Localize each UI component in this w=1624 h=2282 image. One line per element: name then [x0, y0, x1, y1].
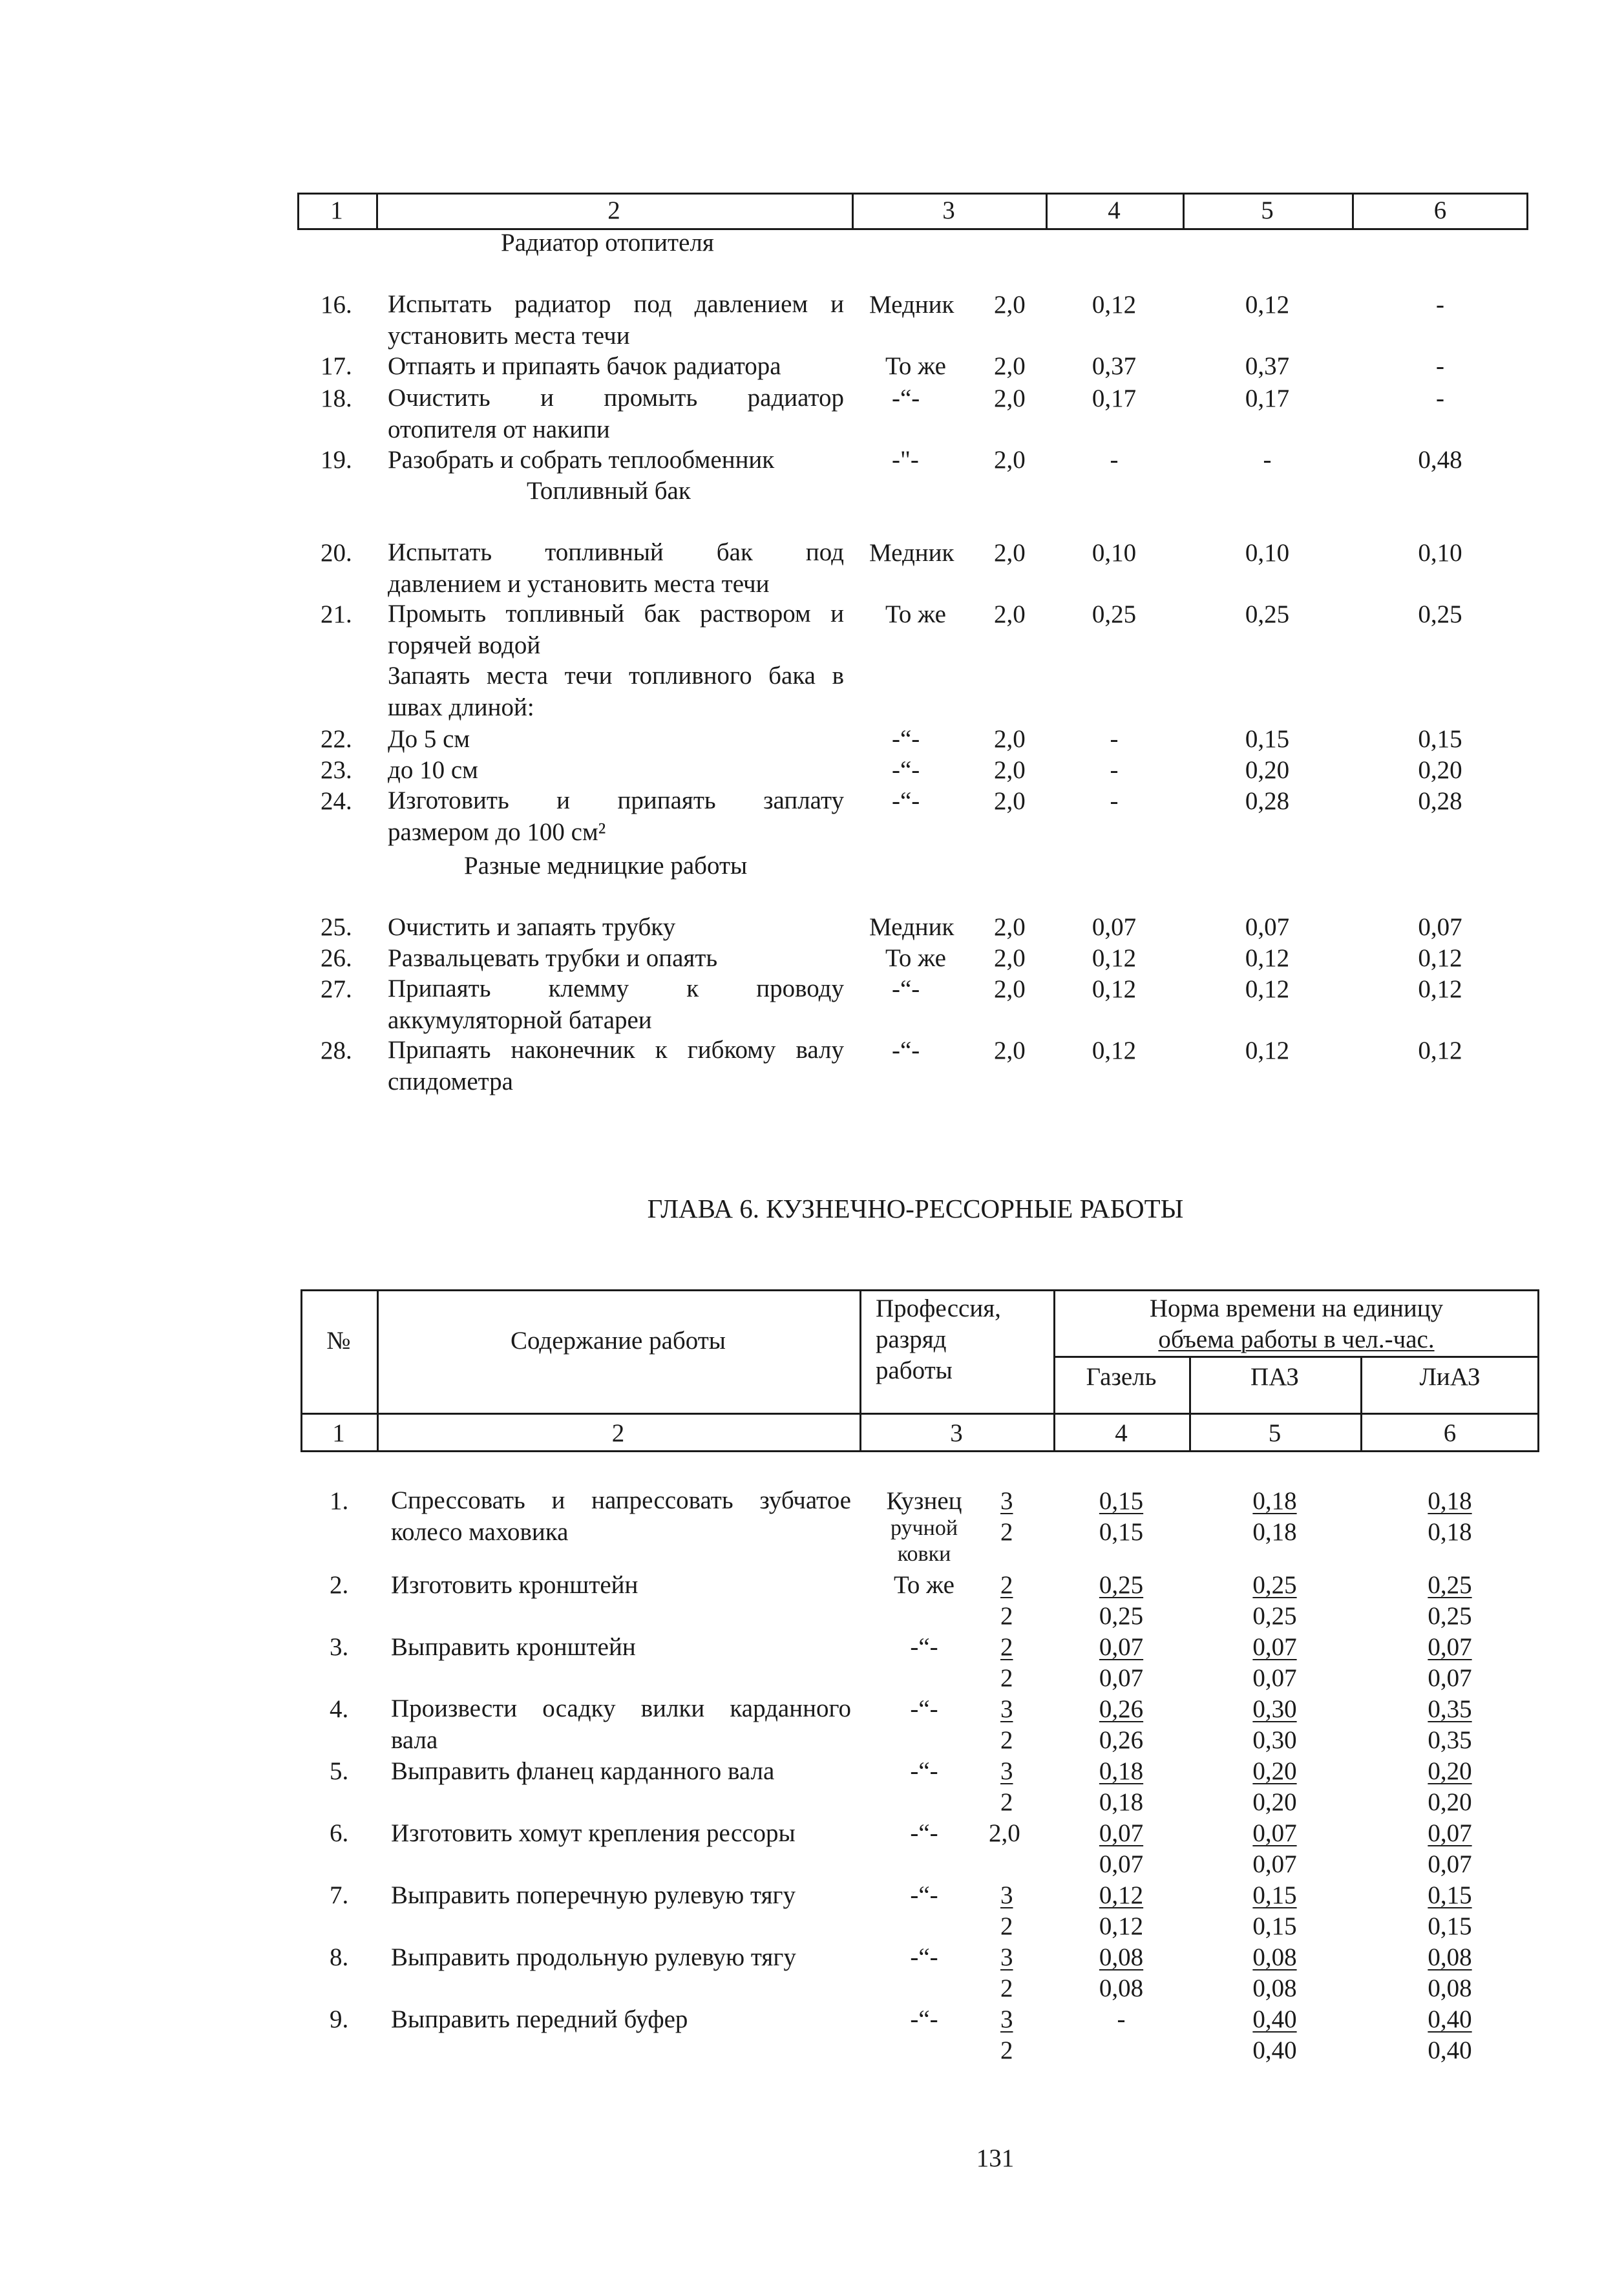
b-row-2-c4-a: 0,25: [1099, 1571, 1144, 1599]
b-row-5-c4-a: 0,18: [1099, 1757, 1144, 1785]
row-28-c6: 0,12: [1418, 1037, 1462, 1064]
row-28-c4: 0,12: [1091, 1037, 1137, 1064]
row-18-text-2: отопителя от накипи: [388, 416, 610, 443]
row-25-num: 25.: [321, 913, 352, 941]
row-23-c6: 0,20: [1418, 756, 1462, 784]
b-row-2-prof: То же: [894, 1571, 954, 1599]
row-24-text-2: размером до 100 см²: [388, 818, 606, 846]
section-title-radiator: Радиатор отопителя: [501, 229, 714, 257]
b-row-4-c5-a: 0,30: [1252, 1695, 1297, 1723]
b-row-7-text: Выправить поперечную рулевую тягу: [391, 1881, 796, 1909]
b-row-5-c6-a: 0,20: [1428, 1757, 1472, 1785]
row-21-grade: 2,0: [994, 600, 1026, 628]
b-row-3-text: Выправить кронштейн: [391, 1633, 636, 1661]
b-row-7-num: 7.: [330, 1881, 349, 1909]
row-20-c4: 0,10: [1091, 539, 1137, 567]
row-24-num: 24.: [321, 787, 352, 815]
b-row-1-prof-3: ковки: [897, 1542, 951, 1566]
b-row-5-c5-b: 0,20: [1252, 1788, 1297, 1816]
b-row-8-text: Выправить продольную рулевую тягу: [391, 1943, 796, 1971]
row-26-grade: 2,0: [994, 944, 1026, 972]
row-25-c5: 0,07: [1245, 913, 1290, 941]
row-16-text-2: установить места течи: [388, 322, 630, 350]
b-row-2-grade-b: 2: [1000, 1602, 1013, 1630]
b-row-3-c5-b: 0,07: [1252, 1664, 1297, 1692]
b-row-7-c6-b: 0,15: [1428, 1912, 1472, 1940]
row-24-c6: 0,28: [1418, 787, 1462, 815]
section-title-fuel-tank: Топливный бак: [527, 477, 691, 505]
b-row-1-c4-b: 0,15: [1099, 1518, 1144, 1546]
row-23-text: до 10 см: [388, 756, 478, 784]
b-row-4-num: 4.: [330, 1695, 349, 1723]
bottom-colnum-1: 1: [332, 1419, 345, 1447]
b-row-6-num: 6.: [330, 1819, 349, 1847]
row-24-c4: -: [1110, 787, 1119, 815]
row-20-c6: 0,10: [1418, 539, 1462, 567]
b-row-9-c4-a: -: [1117, 2005, 1126, 2033]
row-17-c4: 0,37: [1091, 352, 1137, 380]
bottom-colnum-2: 2: [611, 1419, 625, 1447]
top-colnum-3: 3: [942, 196, 955, 224]
b-row-3-prof: -“-: [910, 1633, 938, 1661]
b-row-9-c6-a: 0,40: [1428, 2005, 1472, 2033]
b-row-7-c5-b: 0,15: [1252, 1912, 1297, 1940]
b-row-1-c5-b: 0,18: [1252, 1518, 1297, 1546]
row-21-num: 21.: [321, 600, 352, 628]
row-18-grade: 2,0: [994, 385, 1026, 412]
b-row-5-c5-a: 0,20: [1252, 1757, 1297, 1785]
row-17-num: 17.: [321, 352, 352, 380]
fuel-tank-subheading: Запаять места течи топливного бака в: [388, 662, 844, 690]
row-23-num: 23.: [321, 756, 352, 784]
row-27-text: Припаять клемму к проводу: [388, 975, 844, 1002]
b-row-4-text-2: вала: [391, 1726, 438, 1754]
b-row-8-c5-b: 0,08: [1252, 1974, 1297, 2002]
row-26-c5: 0,12: [1245, 944, 1290, 972]
header-norm-2: объема работы в чел.-час.: [1158, 1326, 1435, 1353]
b-row-4-c5-b: 0,30: [1252, 1726, 1297, 1754]
row-27-grade: 2,0: [994, 975, 1026, 1003]
b-row-2-c6-a: 0,25: [1428, 1571, 1472, 1599]
row-25-grade: 2,0: [994, 913, 1026, 941]
b-row-8-num: 8.: [330, 1943, 349, 1971]
b-row-6-c5-a: 0,07: [1252, 1819, 1297, 1847]
row-17-text: Отпаять и припаять бачок радиатора: [388, 352, 781, 380]
b-row-6-grade-a: 2,0: [989, 1819, 1020, 1847]
b-row-5-num: 5.: [330, 1757, 349, 1785]
row-17-c5: 0,37: [1245, 352, 1290, 380]
page-number: 131: [976, 2144, 1015, 2172]
b-row-8-grade-b: 2: [1000, 1974, 1013, 2002]
b-row-9-num: 9.: [330, 2005, 349, 2033]
b-row-4-c6-b: 0,35: [1428, 1726, 1472, 1754]
row-18-num: 18.: [321, 385, 352, 412]
row-22-c6: 0,15: [1418, 725, 1462, 753]
row-16-c4: 0,12: [1091, 291, 1137, 319]
b-row-7-grade-b: 2: [1000, 1912, 1013, 1940]
row-28-prof: -“-: [892, 1037, 920, 1064]
b-row-7-c4-a: 0,12: [1099, 1881, 1144, 1909]
b-row-3-grade-b: 2: [1000, 1664, 1013, 1692]
row-22-prof: -“-: [892, 725, 920, 753]
top-colnum-2: 2: [607, 196, 620, 224]
b-row-4-prof: -“-: [910, 1695, 938, 1723]
b-row-8-prof: -“-: [910, 1943, 938, 1971]
row-19-prof: -"-: [892, 446, 919, 474]
row-26-c4: 0,12: [1091, 944, 1137, 972]
row-19-text: Разобрать и собрать теплообменник: [388, 446, 775, 474]
row-25-text: Очистить и запаять трубку: [388, 913, 676, 941]
row-18-c6: -: [1436, 385, 1444, 412]
row-17-prof: То же: [885, 352, 946, 380]
b-row-9-text: Выправить передний буфер: [391, 2005, 688, 2033]
row-23-c5: 0,20: [1245, 756, 1290, 784]
row-20-prof: Медник: [869, 539, 954, 567]
header-profession-1: Профессия,: [876, 1294, 1001, 1322]
b-row-4-c4-b: 0,26: [1099, 1726, 1144, 1754]
section-title-misc: Разные медницкие работы: [464, 852, 748, 880]
header-liaz: ЛиАЗ: [1419, 1363, 1481, 1391]
row-22-text: До 5 см: [388, 725, 470, 753]
row-24-c5: 0,28: [1245, 787, 1290, 815]
row-17-grade: 2,0: [994, 352, 1026, 380]
b-row-6-c6-b: 0,07: [1428, 1850, 1472, 1878]
b-row-5-c4-b: 0,18: [1099, 1788, 1144, 1816]
row-23-c4: -: [1110, 756, 1119, 784]
b-row-3-grade-a: 2: [1000, 1633, 1013, 1661]
b-row-6-c6-a: 0,07: [1428, 1819, 1472, 1847]
b-row-9-prof: -“-: [910, 2005, 938, 2033]
b-row-5-grade-a: 3: [1000, 1757, 1013, 1785]
header-profession-3: работы: [876, 1357, 953, 1384]
header-profession-2: разряд: [876, 1326, 947, 1353]
row-16-text: Испытать радиатор под давлением и: [388, 290, 844, 318]
b-row-8-c6-a: 0,08: [1428, 1943, 1472, 1971]
b-row-6-text: Изготовить хомут крепления рессоры: [391, 1819, 796, 1847]
b-row-7-c5-a: 0,15: [1252, 1881, 1297, 1909]
b-row-5-grade-b: 2: [1000, 1788, 1013, 1816]
row-28-text-2: спидометра: [388, 1068, 513, 1095]
b-row-2-c4-b: 0,25: [1099, 1602, 1144, 1630]
row-19-c4: -: [1110, 446, 1119, 474]
b-row-9-c5-b: 0,40: [1252, 2036, 1297, 2064]
b-row-3-c5-a: 0,07: [1252, 1633, 1297, 1661]
b-row-2-text: Изготовить кронштейн: [391, 1571, 638, 1599]
row-20-num: 20.: [321, 539, 352, 567]
row-18-text: Очистить и промыть радиатор: [388, 384, 844, 412]
chapter-title: ГЛАВА 6. КУЗНЕЧНО-РЕССОРНЫЕ РАБОТЫ: [647, 1194, 1184, 1223]
b-row-1-c6-b: 0,18: [1428, 1518, 1472, 1546]
b-row-5-prof: -“-: [910, 1757, 938, 1785]
row-27-c4: 0,12: [1091, 975, 1137, 1003]
row-19-c6: 0,48: [1418, 446, 1462, 474]
row-27-prof: -“-: [892, 975, 920, 1003]
row-28-text: Припаять наконечник к гибкому валу: [388, 1036, 844, 1064]
b-row-5-text: Выправить фланец карданного вала: [391, 1757, 775, 1785]
b-row-2-c6-b: 0,25: [1428, 1602, 1472, 1630]
b-row-8-c4-b: 0,08: [1099, 1974, 1144, 2002]
row-22-num: 22.: [321, 725, 352, 753]
row-20-grade: 2,0: [994, 539, 1026, 567]
header-gazel: Газель: [1086, 1363, 1157, 1391]
row-26-prof: То же: [885, 944, 946, 972]
header-norm-1: Норма времени на единицу: [1149, 1294, 1444, 1322]
row-25-c6: 0,07: [1418, 913, 1462, 941]
row-20-c5: 0,10: [1245, 539, 1290, 567]
row-19-num: 19.: [321, 446, 352, 474]
b-row-6-c4-a: 0,07: [1099, 1819, 1144, 1847]
row-21-c6: 0,25: [1418, 600, 1462, 628]
b-row-7-grade-a: 3: [1000, 1881, 1013, 1909]
b-row-2-c5-a: 0,25: [1252, 1571, 1297, 1599]
b-row-9-grade-b: 2: [1000, 2036, 1013, 2064]
top-colnum-4: 4: [1108, 196, 1121, 224]
b-row-7-prof: -“-: [910, 1881, 938, 1909]
row-24-text: Изготовить и припаять заплату: [388, 787, 844, 814]
bottom-colnum-3: 3: [950, 1419, 963, 1447]
b-row-1-text: Спрессовать и напрессовать зубчатое: [391, 1486, 851, 1514]
row-21-c5: 0,25: [1245, 600, 1290, 628]
b-row-2-grade-a: 2: [1000, 1571, 1013, 1599]
b-row-1-text-2: колесо маховика: [391, 1518, 569, 1546]
row-24-prof: -“-: [892, 787, 920, 815]
row-16-c6: -: [1436, 291, 1444, 319]
b-row-2-num: 2.: [330, 1571, 349, 1599]
b-row-4-grade-b: 2: [1000, 1726, 1013, 1754]
row-27-num: 27.: [321, 975, 352, 1003]
row-16-c5: 0,12: [1245, 291, 1290, 319]
row-21-prof: То же: [885, 600, 946, 628]
b-row-1-prof-2: ручной: [890, 1516, 958, 1540]
row-26-c6: 0,12: [1418, 944, 1462, 972]
b-row-4-c4-a: 0,26: [1099, 1695, 1144, 1723]
b-row-5-c6-b: 0,20: [1428, 1788, 1472, 1816]
top-colnum-6: 6: [1433, 196, 1447, 224]
row-28-num: 28.: [321, 1037, 352, 1064]
row-18-prof: -“-: [892, 385, 920, 412]
row-26-num: 26.: [321, 944, 352, 972]
row-23-prof: -“-: [892, 756, 920, 784]
row-19-grade: 2,0: [994, 446, 1026, 474]
row-27-text-2: аккумуляторной батареи: [388, 1006, 652, 1034]
b-row-1-num: 1.: [330, 1487, 349, 1515]
b-row-8-c6-b: 0,08: [1428, 1974, 1472, 2002]
b-row-1-c5-a: 0,18: [1252, 1487, 1297, 1515]
b-row-3-c4-a: 0,07: [1099, 1633, 1144, 1661]
b-row-1-c6-a: 0,18: [1428, 1487, 1472, 1515]
bottom-colnum-6: 6: [1443, 1419, 1457, 1447]
b-row-8-c5-a: 0,08: [1252, 1943, 1297, 1971]
b-row-9-grade-a: 3: [1000, 2005, 1013, 2033]
row-20-text: Испытать топливный бак под: [388, 538, 844, 566]
b-row-4-c6-a: 0,35: [1428, 1695, 1472, 1723]
row-21-text: Промыть топливный бак раствором и: [388, 600, 844, 628]
header-content: Содержание работы: [511, 1327, 726, 1355]
b-row-3-c6-a: 0,07: [1428, 1633, 1472, 1661]
b-row-8-c4-a: 0,08: [1099, 1943, 1144, 1971]
b-row-7-c4-b: 0,12: [1099, 1912, 1144, 1940]
row-20-text-2: давлением и установить места течи: [388, 570, 770, 598]
b-row-1-grade-b: 2: [1000, 1518, 1013, 1546]
row-18-c5: 0,17: [1245, 385, 1290, 412]
b-row-1-grade-a: 3: [1000, 1487, 1013, 1515]
top-colnum-5: 5: [1261, 196, 1274, 224]
bottom-colnum-5: 5: [1268, 1419, 1281, 1447]
b-row-8-grade-a: 3: [1000, 1943, 1013, 1971]
b-row-6-c4-b: 0,07: [1099, 1850, 1144, 1878]
row-27-c6: 0,12: [1418, 975, 1462, 1003]
b-row-1-prof-1: Кузнец: [886, 1487, 962, 1515]
row-25-prof: Медник: [869, 913, 954, 941]
row-24-grade: 2,0: [994, 787, 1026, 815]
row-16-prof: Медник: [869, 291, 954, 319]
header-num: №: [326, 1327, 351, 1355]
row-28-c5: 0,12: [1245, 1037, 1290, 1064]
row-26-text: Развальцевать трубки и опаять: [388, 944, 718, 972]
row-27-c5: 0,12: [1245, 975, 1290, 1003]
b-row-3-c6-b: 0,07: [1428, 1664, 1472, 1692]
row-16-num: 16.: [321, 291, 352, 319]
row-17-c6: -: [1436, 352, 1444, 380]
header-paz: ПАЗ: [1250, 1363, 1299, 1391]
b-row-6-prof: -“-: [910, 1819, 938, 1847]
b-row-3-c4-b: 0,07: [1099, 1664, 1144, 1692]
row-22-c4: -: [1110, 725, 1119, 753]
bottom-colnum-4: 4: [1115, 1419, 1128, 1447]
row-25-c4: 0,07: [1091, 913, 1137, 941]
b-row-9-c5-a: 0,40: [1252, 2005, 1297, 2033]
row-21-text-2: горячей водой: [388, 631, 541, 659]
b-row-3-num: 3.: [330, 1633, 349, 1661]
b-row-2-c5-b: 0,25: [1252, 1602, 1297, 1630]
row-16-grade: 2,0: [994, 291, 1026, 319]
row-28-grade: 2,0: [994, 1037, 1026, 1064]
b-row-7-c6-a: 0,15: [1428, 1881, 1472, 1909]
b-row-9-c6-b: 0,40: [1428, 2036, 1472, 2064]
row-22-c5: 0,15: [1245, 725, 1290, 753]
row-19-c5: -: [1263, 446, 1272, 474]
top-colnum-1: 1: [330, 196, 343, 224]
row-22-grade: 2,0: [994, 725, 1026, 753]
b-row-6-c5-b: 0,07: [1252, 1850, 1297, 1878]
row-23-grade: 2,0: [994, 756, 1026, 784]
b-row-1-c4-a: 0,15: [1099, 1487, 1144, 1515]
row-21-c4: 0,25: [1091, 600, 1137, 628]
b-row-4-grade-a: 3: [1000, 1695, 1013, 1723]
b-row-4-text: Произвести осадку вилки карданного: [391, 1695, 851, 1722]
fuel-tank-subheading-2: швах длиной:: [388, 693, 534, 721]
row-18-c4: 0,17: [1091, 385, 1137, 412]
